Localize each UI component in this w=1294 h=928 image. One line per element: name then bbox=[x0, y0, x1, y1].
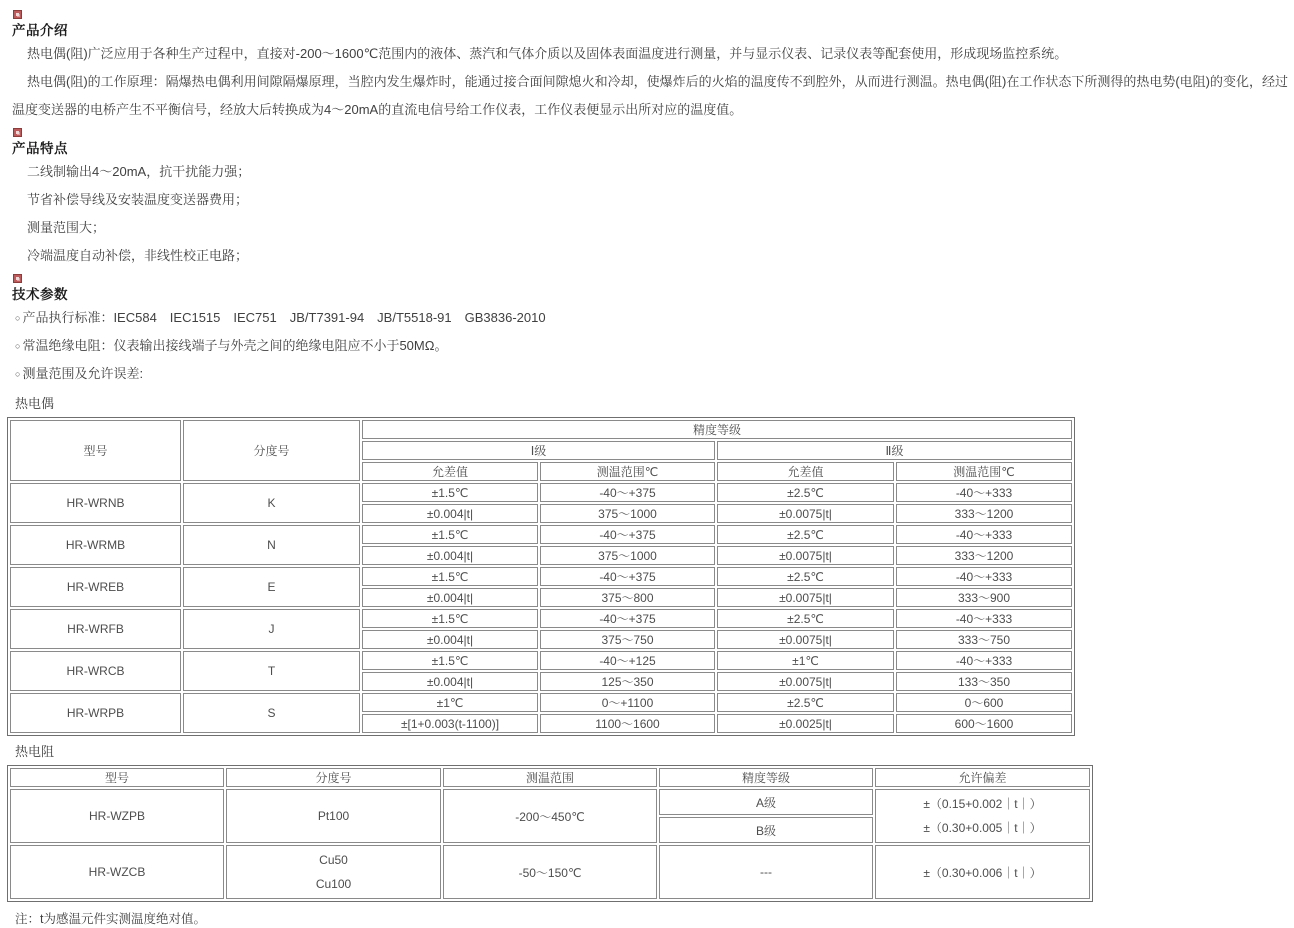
cell-graduation: K bbox=[183, 483, 360, 523]
header-graduation: 分度号 bbox=[183, 420, 360, 481]
header-accuracy: 精度等级 bbox=[362, 420, 1072, 439]
thermocouple-table-label: 热电偶 bbox=[15, 396, 55, 411]
header-deviation: 允许偏差 bbox=[875, 768, 1090, 787]
rtd-table-label: 热电阻 bbox=[15, 744, 55, 759]
cell-range: 0～+1100 bbox=[540, 693, 715, 712]
cell-tolerance: ±0.004|t| bbox=[362, 546, 538, 565]
header-tolerance: 允差值 bbox=[362, 462, 538, 481]
broken-image-icon bbox=[13, 128, 22, 137]
cell-tolerance: ±1.5℃ bbox=[362, 525, 538, 544]
cell-range: -40～+375 bbox=[540, 609, 715, 628]
feature-item: 节省补偿导线及安装温度变送器费用； bbox=[27, 192, 249, 207]
cell-tolerance: ±0.0075|t| bbox=[717, 672, 894, 691]
bullet-marker-icon: ○ bbox=[15, 313, 21, 323]
cell-deviation: ±（0.30+0.006｜t｜） bbox=[875, 845, 1090, 899]
cell-tolerance: ±2.5℃ bbox=[717, 693, 894, 712]
table-row bbox=[10, 693, 1072, 712]
cell-model: HR-WREB bbox=[10, 567, 181, 607]
deviation-line: ±（0.15+0.002｜t｜） bbox=[923, 797, 1042, 811]
cell-tolerance: ±0.0075|t| bbox=[717, 504, 894, 523]
cell-range: -40～+375 bbox=[540, 483, 715, 502]
deviation-line: ±（0.30+0.005｜t｜） bbox=[923, 821, 1042, 835]
cell-range: 333～750 bbox=[896, 630, 1072, 649]
cell-model: HR-WRCB bbox=[10, 651, 181, 691]
header-graduation: 分度号 bbox=[226, 768, 441, 787]
header-class1: Ⅰ级 bbox=[362, 441, 715, 460]
cell-range: 0～600 bbox=[896, 693, 1072, 712]
header-range: 测温范围℃ bbox=[896, 462, 1072, 481]
header-range: 测温范围℃ bbox=[540, 462, 715, 481]
broken-image-icon bbox=[13, 274, 22, 283]
cell-graduation: J bbox=[183, 609, 360, 649]
cell-range: 133～350 bbox=[896, 672, 1072, 691]
section-title-intro: 产品介绍 bbox=[12, 23, 68, 38]
section-title-tech: 技术参数 bbox=[12, 287, 68, 302]
cell-range: -40～+333 bbox=[896, 651, 1072, 670]
cell-graduation bbox=[226, 845, 441, 899]
intro-paragraph-2: 热电偶(阻)的工作原理：隔爆热电偶利用间隙隔爆原理，当腔内发生爆炸时，能通过接合面间隙熄火和冷却，使爆炸后的火焰的温度传不到腔外，从而进行测温。热电偶(阻)在工作状态下所测得的热电势(电阻)的变化，经过温度变送器的电桥产生不平衡信号，经放大后转换成为4～20mA的直流电信号给工作仪表，工作仪表便显示出所对应的温度值。 bbox=[12, 74, 1288, 117]
table-row bbox=[10, 567, 1072, 586]
cell-model: HR-WRNB bbox=[10, 483, 181, 523]
cell-model: HR-WZCB bbox=[10, 845, 224, 899]
bullet-marker-icon: ○ bbox=[15, 341, 21, 351]
cell-graduation: N bbox=[183, 525, 360, 565]
footnote: 注：t为感温元件实测温度绝对值。 bbox=[15, 912, 206, 926]
cell-model: HR-WRPB bbox=[10, 693, 181, 733]
cell-range: 1100～1600 bbox=[540, 714, 715, 733]
cell-tolerance: ±1.5℃ bbox=[362, 483, 538, 502]
header-accuracy: 精度等级 bbox=[659, 768, 873, 787]
cell-graduation: S bbox=[183, 693, 360, 733]
table-row bbox=[10, 789, 1090, 815]
cell-tolerance: ±1.5℃ bbox=[362, 651, 538, 670]
graduation-line: Cu50 bbox=[319, 853, 348, 867]
cell-range: 125～350 bbox=[540, 672, 715, 691]
feature-item: 测量范围大； bbox=[27, 220, 106, 235]
cell-tolerance: ±[1+0.003(t-1100)] bbox=[362, 714, 538, 733]
cell-range: -40～+375 bbox=[540, 567, 715, 586]
cell-tolerance: ±0.004|t| bbox=[362, 630, 538, 649]
header-model: 型号 bbox=[10, 420, 181, 481]
header-tolerance: 允差值 bbox=[717, 462, 894, 481]
cell-range: 600～1600 bbox=[896, 714, 1072, 733]
cell-tolerance: ±1℃ bbox=[717, 651, 894, 670]
cell-range: -40～+333 bbox=[896, 567, 1072, 586]
tech-bullet bbox=[12, 360, 1288, 388]
cell-model: HR-WRFB bbox=[10, 609, 181, 649]
header-model: 型号 bbox=[10, 768, 224, 787]
tech-bullet-text: 产品执行标准：IEC584 IEC1515 IEC751 JB/T7391-94 JB/T5518-91 GB3836-2010 bbox=[22, 310, 546, 325]
cell-deviation bbox=[875, 789, 1090, 843]
intro-paragraph-1: 热电偶(阻)广泛应用于各种生产过程中，直接对-200～1600℃范围内的液体、蒸汽和气体介质以及固体表面温度进行测量，并与显示仪表、记录仪表等配套使用，形成现场监控系统。 bbox=[27, 46, 1068, 61]
cell-tolerance: ±0.004|t| bbox=[362, 504, 538, 523]
table-row bbox=[10, 525, 1072, 544]
tech-bullet bbox=[12, 304, 1288, 332]
cell-tolerance: ±0.0075|t| bbox=[717, 588, 894, 607]
cell-range: 375～800 bbox=[540, 588, 715, 607]
cell-grade-a: A级 bbox=[659, 789, 873, 815]
cell-range: -50～150℃ bbox=[443, 845, 657, 899]
cell-tolerance: ±1.5℃ bbox=[362, 567, 538, 586]
feature-item: 冷端温度自动补偿，非线性校正电路； bbox=[27, 248, 249, 263]
cell-range: -40～+333 bbox=[896, 483, 1072, 502]
cell-tolerance: ±0.0075|t| bbox=[717, 630, 894, 649]
cell-graduation: T bbox=[183, 651, 360, 691]
tech-bullet bbox=[12, 332, 1288, 360]
cell-range: 375～750 bbox=[540, 630, 715, 649]
rtd-table bbox=[7, 765, 1093, 902]
section-title-features: 产品特点 bbox=[12, 141, 68, 156]
header-class2: Ⅱ级 bbox=[717, 441, 1072, 460]
cell-tolerance: ±1℃ bbox=[362, 693, 538, 712]
graduation-line: Cu100 bbox=[315, 877, 352, 891]
broken-image-icon bbox=[13, 10, 22, 19]
tech-bullet-text: 常温绝缘电阻：仪表输出接线端子与外壳之间的绝缘电阻应不小于50MΩ。 bbox=[22, 338, 448, 353]
bullet-marker-icon: ○ bbox=[15, 369, 21, 379]
table-row bbox=[10, 845, 1090, 899]
tech-bullet-text: 测量范围及允许误差: bbox=[22, 366, 144, 381]
cell-tolerance: ±0.004|t| bbox=[362, 672, 538, 691]
thermocouple-table bbox=[7, 417, 1075, 736]
cell-graduation: E bbox=[183, 567, 360, 607]
table-row bbox=[10, 609, 1072, 628]
cell-tolerance: ±0.0025|t| bbox=[717, 714, 894, 733]
cell-grade-b: B级 bbox=[659, 817, 873, 843]
table-row bbox=[10, 651, 1072, 670]
cell-range: -40～+375 bbox=[540, 525, 715, 544]
cell-model: HR-WZPB bbox=[10, 789, 224, 843]
cell-model: HR-WRMB bbox=[10, 525, 181, 565]
cell-tolerance: ±0.004|t| bbox=[362, 588, 538, 607]
cell-graduation: Pt100 bbox=[226, 789, 441, 843]
cell-range: -40～+333 bbox=[896, 609, 1072, 628]
cell-tolerance: ±2.5℃ bbox=[717, 483, 894, 502]
cell-tolerance: ±2.5℃ bbox=[717, 525, 894, 544]
cell-range: 333～1200 bbox=[896, 546, 1072, 565]
cell-tolerance: ±0.0075|t| bbox=[717, 546, 894, 565]
table-header-row bbox=[10, 420, 1072, 439]
cell-range: -200～450℃ bbox=[443, 789, 657, 843]
feature-item: 二线制输出4～20mA，抗干扰能力强； bbox=[27, 164, 251, 179]
cell-range: -40～+333 bbox=[896, 525, 1072, 544]
cell-range: -40～+125 bbox=[540, 651, 715, 670]
cell-range: 375～1000 bbox=[540, 504, 715, 523]
cell-range: 375～1000 bbox=[540, 546, 715, 565]
cell-tolerance: ±2.5℃ bbox=[717, 609, 894, 628]
table-header-row bbox=[10, 768, 1090, 787]
cell-tolerance: ±2.5℃ bbox=[717, 567, 894, 586]
table-row bbox=[10, 483, 1072, 502]
cell-grade: --- bbox=[659, 845, 873, 899]
cell-tolerance: ±1.5℃ bbox=[362, 609, 538, 628]
cell-range: 333～900 bbox=[896, 588, 1072, 607]
cell-range: 333～1200 bbox=[896, 504, 1072, 523]
header-range: 测温范围 bbox=[443, 768, 657, 787]
